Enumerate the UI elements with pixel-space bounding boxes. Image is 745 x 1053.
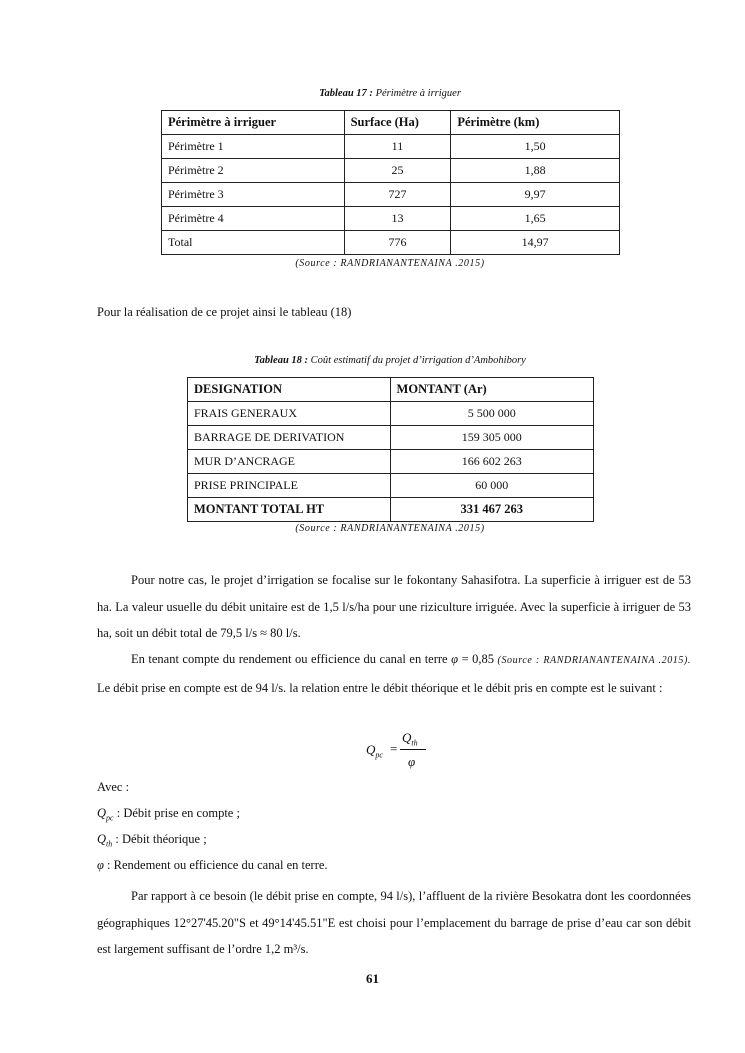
definition-symbol: φ bbox=[97, 858, 104, 872]
table-cell: 331 467 263 bbox=[390, 498, 593, 522]
table17 bbox=[161, 110, 620, 255]
formula-lhs bbox=[366, 742, 383, 760]
table-cell: 1,50 bbox=[451, 135, 620, 159]
table17-header-row bbox=[162, 111, 620, 135]
table-row bbox=[188, 474, 594, 498]
table-cell: Total bbox=[162, 231, 345, 255]
table17-header: Périmètre à irriguer bbox=[162, 111, 345, 135]
table-row bbox=[162, 135, 620, 159]
table-cell: 159 305 000 bbox=[390, 426, 593, 450]
table17-caption-label: Tableau 17 : bbox=[319, 88, 373, 99]
table-cell: 727 bbox=[344, 183, 451, 207]
formula-lhs-symbol: Q bbox=[366, 742, 376, 757]
definition-text: : Débit prise en compte ; bbox=[113, 806, 240, 820]
formula-equals: = bbox=[390, 741, 398, 756]
table-row bbox=[188, 450, 594, 474]
formula-lhs-sub: pc bbox=[375, 750, 383, 760]
table-cell: Périmètre 2 bbox=[162, 159, 345, 183]
table-cell: MONTANT TOTAL HT bbox=[188, 498, 391, 522]
definition-item bbox=[97, 858, 328, 873]
fraction-bar bbox=[400, 749, 426, 750]
table17-caption bbox=[160, 88, 620, 99]
definition-text: : Rendement ou efficience du canal en terre. bbox=[103, 858, 328, 872]
table17-header: Surface (Ha) bbox=[344, 111, 451, 135]
table17-caption-text: Périmètre à irriguer bbox=[375, 88, 461, 99]
table-cell: 25 bbox=[344, 159, 451, 183]
table-cell: 166 602 263 bbox=[390, 450, 593, 474]
table-cell: 9,97 bbox=[451, 183, 620, 207]
table18-caption-text: Coût estimatif du projet d’irrigation d’Ambohibory bbox=[310, 355, 526, 366]
phi-value: = 0,85 bbox=[461, 652, 494, 666]
paragraph-2 bbox=[97, 646, 691, 701]
definition-sub: th bbox=[106, 839, 113, 849]
table17-header: Périmètre (km) bbox=[451, 111, 620, 135]
table18-source: (Source : RANDRIANANTENAINA .2015) bbox=[295, 523, 485, 534]
table-row bbox=[188, 402, 594, 426]
table-cell: Périmètre 4 bbox=[162, 207, 345, 231]
table-row bbox=[162, 159, 620, 183]
table-cell: PRISE PRINCIPALE bbox=[188, 474, 391, 498]
definition-symbol: Q bbox=[97, 806, 107, 820]
table17-source: (Source : RANDRIANANTENAINA .2015) bbox=[295, 258, 485, 269]
table-row bbox=[162, 183, 620, 207]
table-cell: Périmètre 1 bbox=[162, 135, 345, 159]
table18-caption bbox=[186, 355, 594, 366]
formula bbox=[362, 730, 442, 774]
paragraph-3: Par rapport à ce besoin (le débit prise en compte, 94 l/s), l’affluent de la rivière Besokatra dont les coordonnées géographiques 12°27'45.20"S et 49°14'45.51"E est choisi pour l’emplacement du barrage de prise d’eau car son débit est largement suffisant de l’ordre 1,2 m³/s. bbox=[97, 889, 691, 956]
table-cell: 13 bbox=[344, 207, 451, 231]
avec-label: Avec : bbox=[97, 780, 130, 794]
definition-item bbox=[97, 806, 240, 823]
paragraph-2-text-b: Le débit prise en compte est de 94 l/s. la relation entre le débit théorique et le débit pris en compte est le suivant : bbox=[97, 680, 663, 695]
table-cell: FRAIS GENERAUX bbox=[188, 402, 391, 426]
table18-header: MONTANT (Ar) bbox=[390, 378, 593, 402]
table-cell: Périmètre 3 bbox=[162, 183, 345, 207]
definition-sub: pc bbox=[106, 813, 114, 823]
table-cell: BARRAGE DE DERIVATION bbox=[188, 426, 391, 450]
definition-symbol: Q bbox=[97, 832, 107, 846]
table-cell: 60 000 bbox=[390, 474, 593, 498]
paragraph-1: Pour notre cas, le projet d’irrigation se focalise sur le fokontany Sahasifotra. La superficie à irriguer est de 53 ha. La valeur usuelle du débit unitaire est de 1,5 l/s/ha pour une riziculture irriguée. Avec la superficie à irriguer de 53 ha, soit un débit total de 79,5 l/s ≈ 80 l/s. bbox=[97, 573, 691, 640]
table-cell: 14,97 bbox=[451, 231, 620, 255]
table18-header-row bbox=[188, 378, 594, 402]
table18-header: DESIGNATION bbox=[188, 378, 391, 402]
table-row bbox=[162, 231, 620, 255]
definition-item bbox=[97, 832, 207, 849]
table-cell: 776 bbox=[344, 231, 451, 255]
formula-num-symbol: Q bbox=[402, 730, 412, 745]
page-number: 61 bbox=[366, 971, 379, 986]
table-row bbox=[188, 426, 594, 450]
phi-symbol: φ bbox=[451, 652, 459, 666]
table-cell: 1,88 bbox=[451, 159, 620, 183]
table18-intro: Pour la réalisation de ce projet ainsi le tableau (18) bbox=[97, 305, 352, 319]
table-cell: 5 500 000 bbox=[390, 402, 593, 426]
table18 bbox=[187, 377, 594, 522]
paragraph-2-text-a: En tenant compte du rendement ou efficience du canal en terre bbox=[131, 652, 448, 666]
formula-numerator bbox=[402, 730, 418, 748]
table18-total-row bbox=[188, 498, 594, 522]
table-cell: 1,65 bbox=[451, 207, 620, 231]
table-cell: MUR D’ANCRAGE bbox=[188, 450, 391, 474]
table-cell: 11 bbox=[344, 135, 451, 159]
inline-source: (Source : RANDRIANANTENAINA .2015). bbox=[497, 655, 692, 666]
formula-num-sub: th bbox=[411, 738, 418, 748]
table18-caption-label: Tableau 18 : bbox=[254, 355, 309, 366]
table-row bbox=[162, 207, 620, 231]
formula-denominator: φ bbox=[408, 754, 416, 769]
definition-text: : Débit théorique ; bbox=[112, 832, 207, 846]
